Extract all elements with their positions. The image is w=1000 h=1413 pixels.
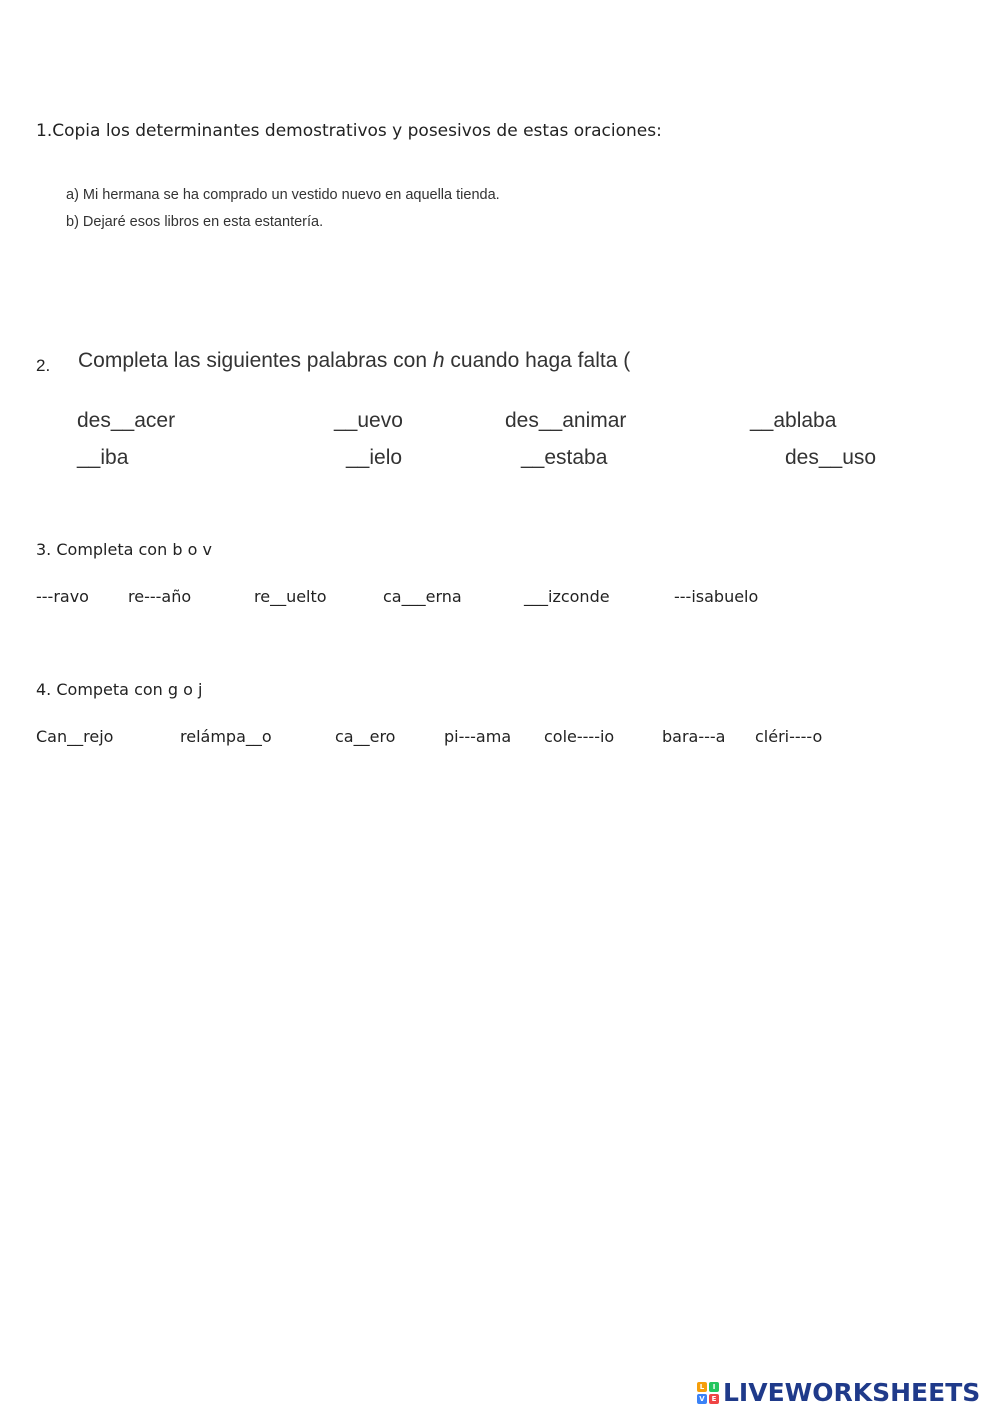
q4-word[interactable]: pi---ama — [444, 727, 512, 746]
q2-word[interactable]: __ielo — [346, 446, 403, 469]
q2-word[interactable]: des__acer — [77, 409, 176, 432]
q3-word[interactable]: ---isabuelo — [674, 587, 759, 606]
q3-word[interactable]: re__uelto — [254, 587, 327, 606]
q3-word[interactable]: ca___erna — [383, 587, 462, 606]
q2-word[interactable]: __estaba — [521, 446, 608, 469]
question-1-title: 1.Copia los determinantes demostrativos y posesivos de estas oraciones: — [36, 121, 662, 141]
question-2-title-before: Completa las siguientes palabras con — [78, 349, 433, 372]
logo-block: E — [709, 1394, 719, 1404]
q3-word[interactable]: re---año — [128, 587, 192, 606]
q4-word[interactable]: Can__rejo — [36, 727, 114, 746]
q3-word[interactable]: ---ravo — [36, 587, 89, 606]
question-4-title: 4. Competa con g o j — [36, 680, 203, 699]
logo-block: V — [697, 1394, 707, 1404]
q2-word[interactable]: des__animar — [505, 409, 627, 432]
q2-word[interactable]: des__uso — [785, 446, 877, 469]
q4-word[interactable]: ca__ero — [335, 727, 396, 746]
question-2-title — [78, 349, 640, 373]
liveworksheets-logo[interactable] — [697, 1378, 980, 1407]
q2-word[interactable]: __uevo — [334, 409, 403, 432]
q2-word[interactable]: __ablaba — [750, 409, 837, 432]
q4-word[interactable]: relámpa__o — [180, 727, 272, 746]
q4-word[interactable]: cléri----o — [755, 727, 823, 746]
logo-text: LIVEWORKSHEETS — [723, 1378, 981, 1407]
logo-block: I — [709, 1382, 719, 1392]
question-3-title: 3. Completa con b o v — [36, 540, 212, 559]
sentence-a: a) Mi hermana se ha comprado un vestido nuevo en aquella tienda. — [66, 187, 500, 203]
logo-block: L — [697, 1382, 707, 1392]
sentence-b: b) Dejaré esos libros en esta estantería. — [66, 214, 324, 230]
q3-word[interactable]: ___izconde — [524, 587, 610, 606]
q2-word[interactable]: __iba — [77, 446, 129, 469]
q4-word[interactable]: cole----io — [544, 727, 615, 746]
logo-icon — [697, 1382, 719, 1404]
question-2-number: 2. — [36, 356, 51, 375]
question-2-title-h: h — [432, 349, 445, 372]
question-2-title-after: cuando haga falta ( — [444, 349, 631, 372]
q4-word[interactable]: bara---a — [662, 727, 726, 746]
